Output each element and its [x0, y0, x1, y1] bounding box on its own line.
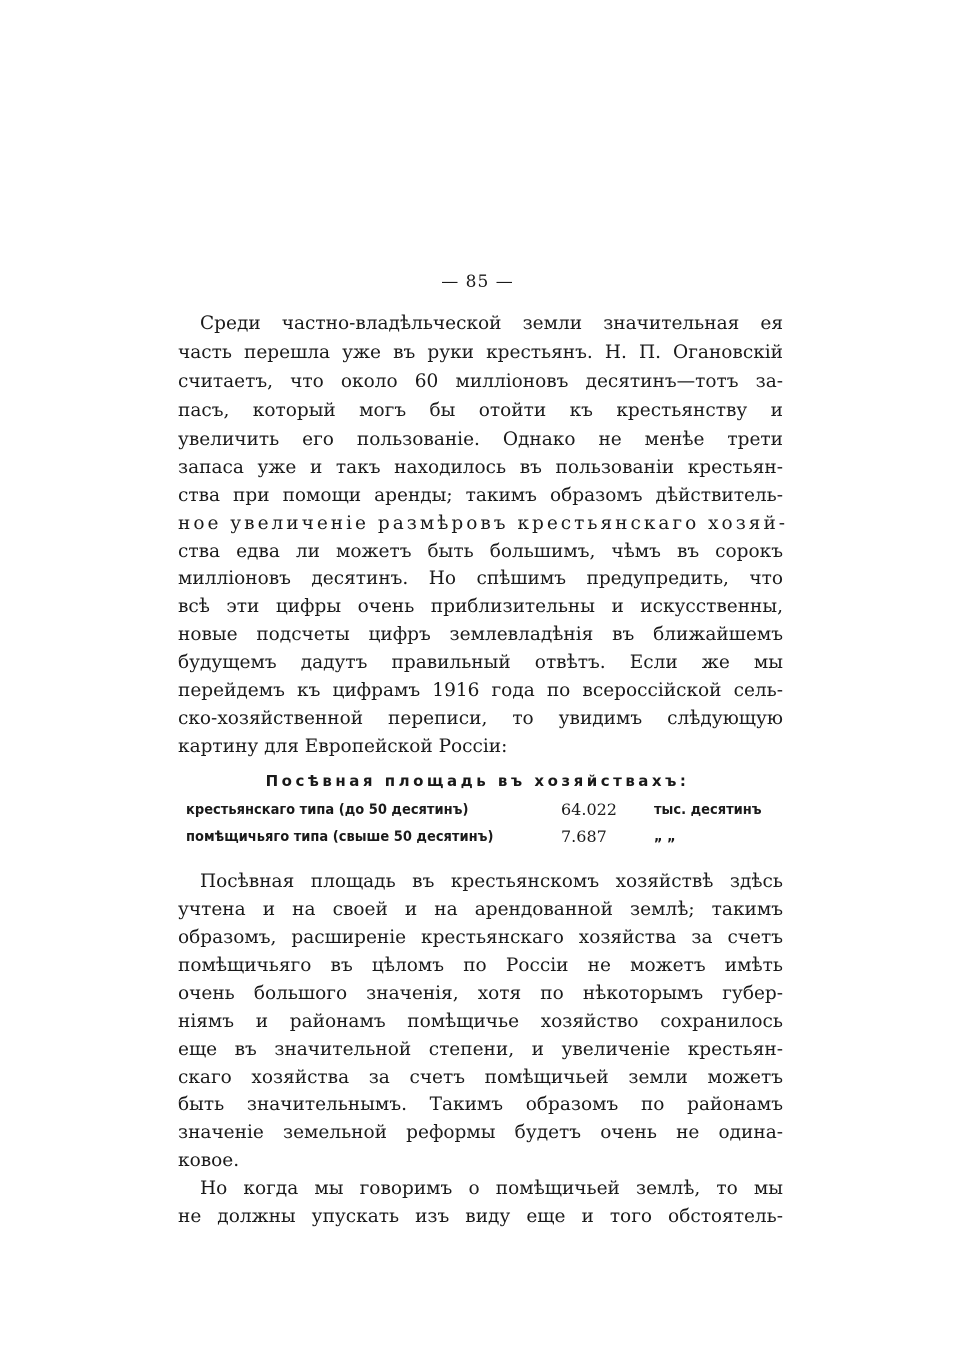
paragraph2-line-6: ніямъ и районамъ помѣщичье хозяйство сохранилось [178, 1011, 783, 1032]
table-row-unit: тыс. десятинъ [654, 802, 762, 818]
paragraph2-line-5: очень большого значенія, хотя по нѣкоторымъ губер- [178, 983, 783, 1004]
paragraph3-line-2: не должны упускать изъ виду еще и того обстоятель- [178, 1206, 783, 1227]
paragraph1-line-16: картину для Европейской Россіи: [178, 736, 508, 757]
paragraph1-line-2: часть перешла уже въ руки крестьянъ. Н. П. Огановскій [178, 342, 783, 363]
table-row-value: 7.687 [561, 827, 607, 846]
table-title: Посѣвная площадь въ хозяйствахъ: [265, 772, 690, 790]
paragraph1-line-10: милліоновъ десятинъ. Но спѣшимъ предупредить, что [178, 568, 783, 589]
paragraph1-line-11: всѣ эти цифры очень приблизительны и искусственны, [178, 596, 783, 617]
paragraph1-line-12: новые подсчеты цифръ землевладѣнія въ ближайшемъ [178, 624, 783, 645]
paragraph1-line-4: пасъ, который могъ бы отойти къ крестьянству и [178, 400, 783, 421]
paragraph1-line-8: ное увеличеніе размѣровъ крестьянскаго хозяй- [178, 513, 789, 534]
paragraph1-line-1: Среди частно-владѣльческой земли значительная ея [200, 313, 783, 334]
paragraph1-line-13: будущемъ дадутъ правильный отвѣтъ. Если же мы [178, 652, 783, 673]
paragraph2-line-1: Посѣвная площадь въ крестьянскомъ хозяйствѣ здѣсь [200, 871, 783, 892]
paragraph3-line-1: Но когда мы говоримъ о помѣщичьей землѣ, то мы [200, 1178, 783, 1199]
paragraph1-line-5: увеличить его пользованіе. Однако не менѣе трети [178, 429, 783, 450]
table-row-unit: „ „ [654, 829, 676, 845]
paragraph2-line-8: скаго хозяйства за счетъ помѣщичьей земли можетъ [178, 1067, 783, 1088]
paragraph1-line-15: ско-хозяйственной переписи, то увидимъ слѣдующую [178, 708, 783, 729]
table-row-value: 64.022 [561, 800, 617, 819]
table-row-label: помѣщичьяго типа (свыше 50 десятинъ) [186, 829, 494, 845]
page-number: — 85 — [441, 272, 514, 292]
paragraph2-line-3: образомъ, расширеніе крестьянскаго хозяйства за счетъ [178, 927, 783, 948]
paragraph2-line-4: помѣщичьяго въ цѣломъ по Россіи не можетъ имѣть [178, 955, 783, 976]
paragraph1-line-14: перейдемъ къ цифрамъ 1916 года по всероссійской сель- [178, 680, 783, 701]
paragraph2-line-7: еще въ значительной степени, и увеличеніе крестьян- [178, 1039, 783, 1060]
paragraph1-line-9: ства едва ли можетъ быть большимъ, чѣмъ въ сорокъ [178, 541, 783, 562]
paragraph2-line-2: учтена и на своей и на арендованной землѣ; такимъ [178, 899, 783, 920]
paragraph2-line-11: ковое. [178, 1150, 240, 1171]
paragraph2-line-9: быть значительнымъ. Такимъ образомъ по районамъ [178, 1094, 783, 1115]
paragraph1-line-3: считаетъ, что около 60 милліоновъ десятинъ—тотъ за- [178, 371, 783, 392]
table-row-label: крестьянскаго типа (до 50 десятинъ) [186, 802, 469, 818]
paragraph1-line-6: запаса уже и такъ находилось въ пользованіи крестьян- [178, 457, 783, 478]
paragraph2-line-10: значеніе земельной реформы будетъ очень не одина- [178, 1122, 783, 1143]
paragraph1-line-7: ства при помощи аренды; такимъ образомъ дѣйствитель- [178, 485, 783, 506]
